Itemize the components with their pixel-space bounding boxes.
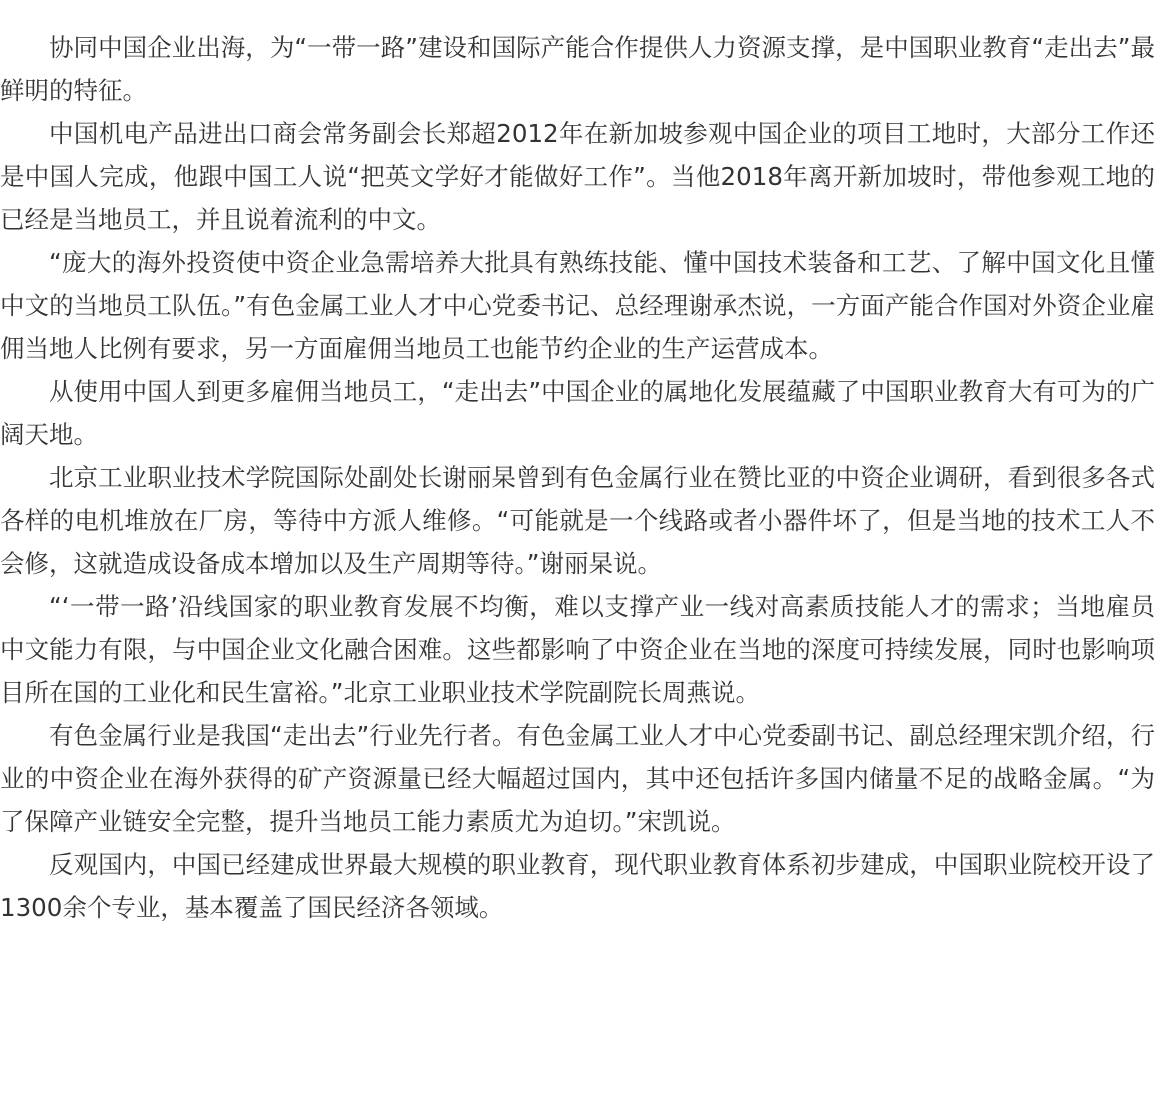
paragraph: 协同中国企业出海，为“一带一路”建设和国际产能合作提供人力资源支撑，是中国职业教育“走出去”最鲜明的特征。 bbox=[0, 33, 1155, 105]
paragraph: 中国机电产品进出口商会常务副会长郑超2012年在新加坡参观中国企业的项目工地时，大部分工作还是中国人完成，他跟中国工人说“把英文学好才能做好工作”。当他2018年离开新加坡时，带他参观工地的已经是当地员工，并且说着流利的中文。 bbox=[0, 119, 1155, 234]
paragraph: “庞大的海外投资使中资企业急需培养大批具有熟练技能、懂中国技术装备和工艺、了解中国文化且懂中文的当地员工队伍。”有色金属工业人才中心党委书记、总经理谢承杰说，一方面产能合作国对外资企业雇佣当地人比例有要求，另一方面雇佣当地员工也能节约企业的生产运营成本。 bbox=[0, 248, 1155, 363]
paragraph: 有色金属行业是我国“走出去”行业先行者。有色金属工业人才中心党委副书记、副总经理宋凯介绍，行业的中资企业在海外获得的矿产资源量已经大幅超过国内，其中还包括许多国内储量不足的战略金属。“为了保障产业链安全完整，提升当地员工能力素质尤为迫切。”宋凯说。 bbox=[0, 721, 1155, 836]
paragraph: “‘一带一路’沿线国家的职业教育发展不均衡，难以支撑产业一线对高素质技能人才的需求；当地雇员中文能力有限，与中国企业文化融合困难。这些都影响了中资企业在当地的深度可持续发展，同时也影响项目所在国的工业化和民生富裕。”北京工业职业技术学院副院长周燕说。 bbox=[0, 592, 1155, 707]
paragraph: 反观国内，中国已经建成世界最大规模的职业教育，现代职业教育体系初步建成，中国职业院校开设了1300余个专业，基本覆盖了国民经济各领域。 bbox=[0, 850, 1155, 922]
paragraph: 北京工业职业技术学院国际处副处长谢丽杲曾到有色金属行业在赞比亚的中资企业调研，看到很多各式各样的电机堆放在厂房，等待中方派人维修。“可能就是一个线路或者小器件坏了，但是当地的技术工人不会修，这就造成设备成本增加以及生产周期等待。”谢丽杲说。 bbox=[0, 463, 1155, 578]
paragraph: 从使用中国人到更多雇佣当地员工，“走出去”中国企业的属地化发展蕴藏了中国职业教育大有可为的广阔天地。 bbox=[0, 377, 1155, 449]
